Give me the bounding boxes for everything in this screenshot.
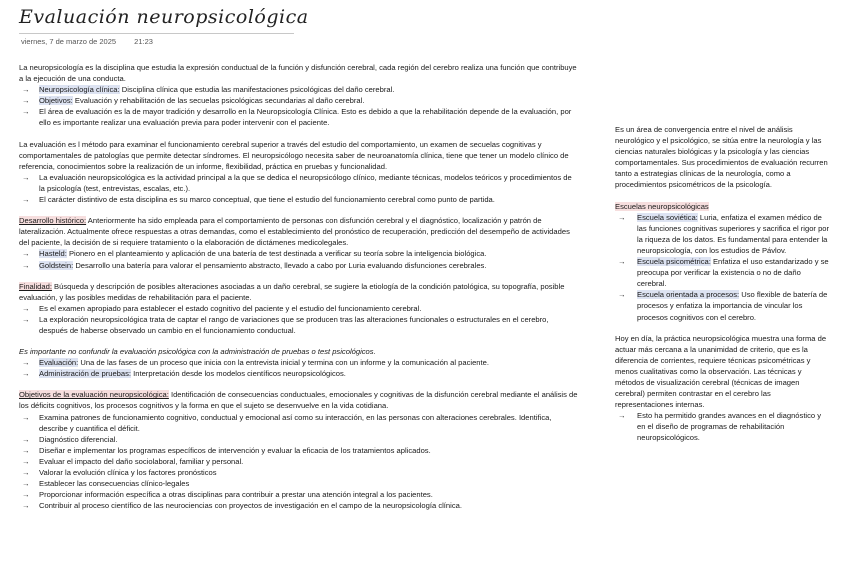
arrow-icon: → bbox=[22, 249, 30, 259]
arrow-icon: → bbox=[22, 456, 30, 466]
section-distinction bbox=[19, 346, 579, 379]
arrow-icon: → bbox=[22, 260, 30, 270]
term-highlight: Finalidad: bbox=[19, 281, 52, 291]
list-item: → La evaluación neuropsicológica es la actividad principal a la que se dedica el neuropsicólogo clínico, mediante técnicas, modelos teóricos y procedimientos de la psicología (test, entrevistas, escalas, etc.). bbox=[19, 172, 579, 194]
arrow-icon: → bbox=[22, 468, 30, 477]
list-item: → Diagnóstico diferencial. bbox=[19, 434, 579, 445]
arrow-icon: → bbox=[22, 434, 30, 444]
arrow-icon: → bbox=[22, 490, 30, 500]
list-item: → Proporcionar información específica a otras disciplinas para contribuir a prestar una atención integral a los pacientes. bbox=[19, 489, 579, 500]
arrow-icon: → bbox=[22, 195, 30, 205]
term-highlight: Evaluación: bbox=[39, 358, 79, 368]
section-evaluation bbox=[19, 139, 579, 206]
arrow-icon: → bbox=[22, 501, 30, 511]
list-item: → Contribuir al proceso científico de las neurociencias con proyectos de investigación en el campo de la neuropsicología clínica. bbox=[19, 500, 579, 511]
paragraph: La evaluación es l método para examinar el funcionamiento cerebral superior a través del estudio del comportamiento, un examen de secuelas cognitivas y comportamentales de patologías que permite detectar síndromes. El neuropsicólogo necesita saber de neuroanatomía clínica, tiene que tener un modelo clínico de referencia, conocimientos sobre la realización de un informe, flexibilidad, práctica en pruebas y funcionalidad. bbox=[19, 139, 569, 171]
section-history bbox=[19, 215, 579, 270]
list-item: → El área de evaluación es la de mayor tradición y desarrollo en la Neuropsicología Clínica. Esto es debido a que la rehabilitación depende de la evaluación, por ello es importante realizar una evaluación previa para poder intervenir con el paciente. bbox=[19, 106, 579, 128]
paragraph: La neuropsicología es la disciplina que estudia la expresión conductual de la función y disfunción cerebral, cada región del cerebro realiza una función que contribuye a la ejecución de una conducta. bbox=[19, 63, 577, 84]
list-item: → Escuela psicométrica: Enfatiza el uso estandarizado y se preocupa por verificar la existencia o no de daño cerebral. bbox=[615, 256, 831, 289]
paragraph: Es un área de convergencia entre el nivel de análisis neurológico y el psicológico, se sitúa entre la neurología y las ciencias naturales biológicas y la psicología y las ciencias comportamentales. Sus procedimientos de evaluación recurren tanto a estrategias clínicas de la neurología, como a procedimientos psicométricos de la psicología. bbox=[615, 125, 828, 190]
paragraph: Es importante no confundir la evaluación psicológica con la administración de pruebas o test psicológicos. bbox=[19, 347, 376, 357]
term-highlight: Objetivos de la evaluación neuropsicológica: bbox=[19, 390, 169, 400]
page-title: Evaluación neuropsicológica bbox=[19, 6, 309, 28]
page-meta bbox=[21, 37, 169, 46]
arrow-icon: → bbox=[22, 107, 30, 117]
arrow-icon: → bbox=[22, 369, 30, 379]
list-item: → Administración de pruebas: Interpretación desde los modelos científicos neuropsicológicos. bbox=[19, 368, 579, 379]
list-item: → Objetivos: Evaluación y rehabilitación de las secuelas psicológicas secundarias al daño cerebral. bbox=[19, 95, 579, 106]
arrow-icon: → bbox=[618, 257, 626, 267]
arrow-icon: → bbox=[22, 303, 30, 313]
term-highlight: Neuropsicología clínica: bbox=[39, 85, 120, 95]
section-today bbox=[615, 333, 831, 444]
term-highlight: Objetivos: bbox=[39, 96, 73, 106]
list-item: → Goldstein: Desarrollo una batería para valorar el pensamiento abstracto, llevado a cabo por Luria evaluando disfunciones cerebrales. bbox=[19, 260, 579, 271]
list-item: → Evaluación: Una de las fases de un proceso que inicia con la entrevista inicial y termina con un informe y la comunicación al paciente. bbox=[19, 357, 579, 368]
paragraph: Hoy en día, la práctica neuropsicológica muestra una forma de actuar más cercana a la unanimidad de criterio, que es la diferencia de corrientes, requiere técnicas psicométricas y menos cualitativas como la observación. Las técnicas y métodos de visualización cerebral (técnicas de imagen cerebral) permiten contrastar en el cerebro las representaciones internas. bbox=[615, 333, 827, 410]
arrow-icon: → bbox=[22, 479, 30, 489]
paragraph: Desarrollo histórico: Anteriormente ha sido empleada para el comportamiento de personas con disfunción cerebral y el diagnóstico, localización y patrón de lateralización. Actualmente ofrece respuestas a otras demandas, como el establecimiento del pronóstico de recuperación, predicción del desempeño de actividades del paciente, la decisión de si requiere tratamiento o la elaboración de dictámenes medicolegales. bbox=[19, 216, 570, 248]
arrow-icon: → bbox=[22, 358, 30, 368]
section-definition bbox=[19, 62, 579, 129]
list-item: → Esto ha permitido grandes avances en el diagnóstico y en el diseño de programas de rehabilitación neuropsicológicos. bbox=[615, 410, 831, 443]
arrow-icon: → bbox=[22, 96, 30, 106]
paragraph: Objetivos de la evaluación neuropsicológica: Identificación de consecuencias conductuales, emocionales y cognitivas de la disfunción cerebral mediante el análisis de los déficits cognitivos, los procesos cognitivos y la forma en que el sujeto se desenvuelve en la vida cotidiana. bbox=[19, 390, 578, 411]
term-highlight: Desarrollo histórico: bbox=[19, 216, 87, 226]
schools-heading: Escuelas neuropsicológicas bbox=[615, 201, 709, 211]
arrow-icon: → bbox=[618, 411, 626, 421]
title-divider bbox=[19, 33, 294, 34]
page-date: viernes, 7 de marzo de 2025 bbox=[21, 37, 117, 46]
arrow-icon: → bbox=[618, 212, 626, 222]
left-column bbox=[19, 62, 579, 521]
term-highlight: Escuela psicométrica: bbox=[637, 257, 711, 267]
list-item: → Es el examen apropiado para establecer el estado cognitivo del paciente y el estudio del funcionamiento cerebral. bbox=[19, 303, 579, 314]
list-item: → Escuela soviética: Luria, enfatiza el examen médico de las funciones cognitivas superiores y sacrifica el rigor por la riqueza de los datos. Es fundamental para entender la neuropsicología, con los estudios de Pávlov. bbox=[615, 212, 831, 256]
list-item: → Escuela orientada a procesos: Uso flexible de batería de procesos y enfatiza la importancia de vincular los procesos cognitivos con el cerebro. bbox=[615, 289, 831, 322]
term-highlight: Hasteld: bbox=[39, 249, 67, 259]
arrow-icon: → bbox=[22, 445, 30, 455]
arrow-icon: → bbox=[22, 172, 30, 182]
arrow-icon: → bbox=[22, 412, 30, 422]
list-item: → Examina patrones de funcionamiento cognitivo, conductual y emocional así como su interacción, en las personas con alteraciones cerebrales. Identifica, describe y cuantifica el déficit. bbox=[19, 412, 579, 434]
list-item: → Diseñar e implementar los programas específicos de intervención y evaluar la eficacia de los tratamientos aplicados. bbox=[19, 445, 579, 456]
term-highlight: Goldstein: bbox=[39, 260, 74, 270]
list-item: → Valorar la evolución clínica y los factores pronósticos bbox=[19, 467, 579, 478]
section-purpose bbox=[19, 281, 579, 336]
term-highlight: Administración de pruebas: bbox=[39, 369, 132, 379]
arrow-icon: → bbox=[22, 314, 30, 324]
paragraph: Finalidad: Búsqueda y descripción de posibles alteraciones asociadas a un daño cerebral, se sugiere la etiología de la condición patológica, su topografía, posible evaluación, y las posibles medidas de rehabilitación para el paciente. bbox=[19, 281, 565, 302]
section-objectives bbox=[19, 389, 579, 511]
page-time: 21:23 bbox=[134, 37, 153, 46]
list-item: → Establecer las consecuencias clínico-legales bbox=[19, 478, 579, 489]
arrow-icon: → bbox=[618, 290, 626, 300]
list-item: → Hasteld: Pionero en el planteamiento y aplicación de una batería de test destinada a verificar su teoría sobre la inteligencia biológica. bbox=[19, 248, 579, 259]
right-column bbox=[615, 124, 831, 454]
section-convergence bbox=[615, 124, 831, 191]
section-schools bbox=[615, 201, 831, 323]
list-item: → El carácter distintivo de esta disciplina es su marco conceptual, que tiene el estudio del funcionamiento cerebral como punto de partida. bbox=[19, 194, 579, 205]
term-highlight: Escuela orientada a procesos: bbox=[637, 290, 740, 300]
list-item: → Evaluar el impacto del daño sociolaboral, familiar y personal. bbox=[19, 456, 579, 467]
arrow-icon: → bbox=[22, 85, 30, 95]
list-item: → La exploración neuropsicológica trata de captar el rango de variaciones que se producen tras las alteraciones funcionales o estructurales en el cerebro, después de haberse observado un cambio en el funcionamiento conductual. bbox=[19, 314, 579, 336]
list-item: → Neuropsicología clínica: Disciplina clínica que estudia las manifestaciones psicológicas del daño cerebral. bbox=[19, 84, 579, 95]
term-highlight: Escuela soviética: bbox=[637, 212, 698, 222]
